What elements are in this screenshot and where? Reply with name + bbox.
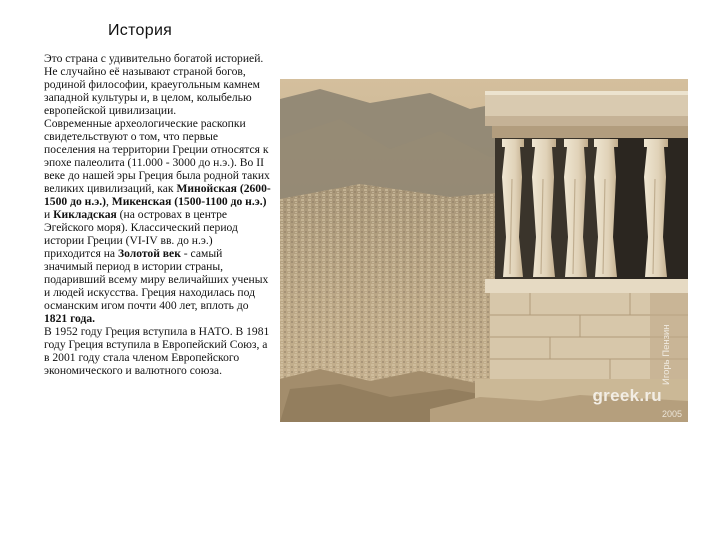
text-span: Современные археологические раскопки свидетельствуют о том, что первые поселения на территории Греции относятся к эпохе палеолита (11.000 - 3000 до н.э.). Во II веке до нашей эры Греция была родной таких великих цивилизаций, как xyxy=(44,117,270,195)
photo-illustration xyxy=(280,79,688,422)
text-span: и xyxy=(44,208,54,221)
watermark-site: greek.ru xyxy=(592,386,662,405)
erechtheion-photo xyxy=(280,79,688,422)
page-title: История xyxy=(108,22,173,39)
year-1821: 1821 года. xyxy=(44,312,96,325)
mycenaean-civilization: Микенская (1500-1100 до н.э.) xyxy=(111,195,267,208)
cycladic-civilization: Кикладская xyxy=(53,208,117,221)
watermark-author: Игорь Пензин xyxy=(661,324,673,385)
minoan-civilization: Минойская (2600-1500 до н.э.) xyxy=(44,182,271,208)
watermark-year: 2005 xyxy=(661,409,682,419)
text-span: , xyxy=(106,195,112,208)
paragraph-modern: В 1952 году Греция вступила в НАТО. В 1981 году Греция вступила в Европейский Союз, а в 2001 году стала членом Европейского экономического и валютного союза. xyxy=(44,325,270,377)
golden-age: Золотой век xyxy=(117,247,181,260)
text-span: (на островах в центре Эгейского моря). Классический период истории Греции (VI-IV вв. до н.э.) приходится на xyxy=(44,208,238,260)
text-span: - самый значимый период в истории страны, подаривший всему миру величайших ученых и людей искусства. Греция находилась под османским игом почти 400 лет, вплоть до xyxy=(44,247,269,312)
history-text xyxy=(44,52,272,377)
paragraph-intro: Это страна с удивительно богатой историей. Не случайно её называют страной богов, родиной философии, краеугольным камнем западной культуры и, в целом, колыбелью европейской цивилизации. xyxy=(44,52,264,117)
paragraph-history xyxy=(44,117,272,325)
